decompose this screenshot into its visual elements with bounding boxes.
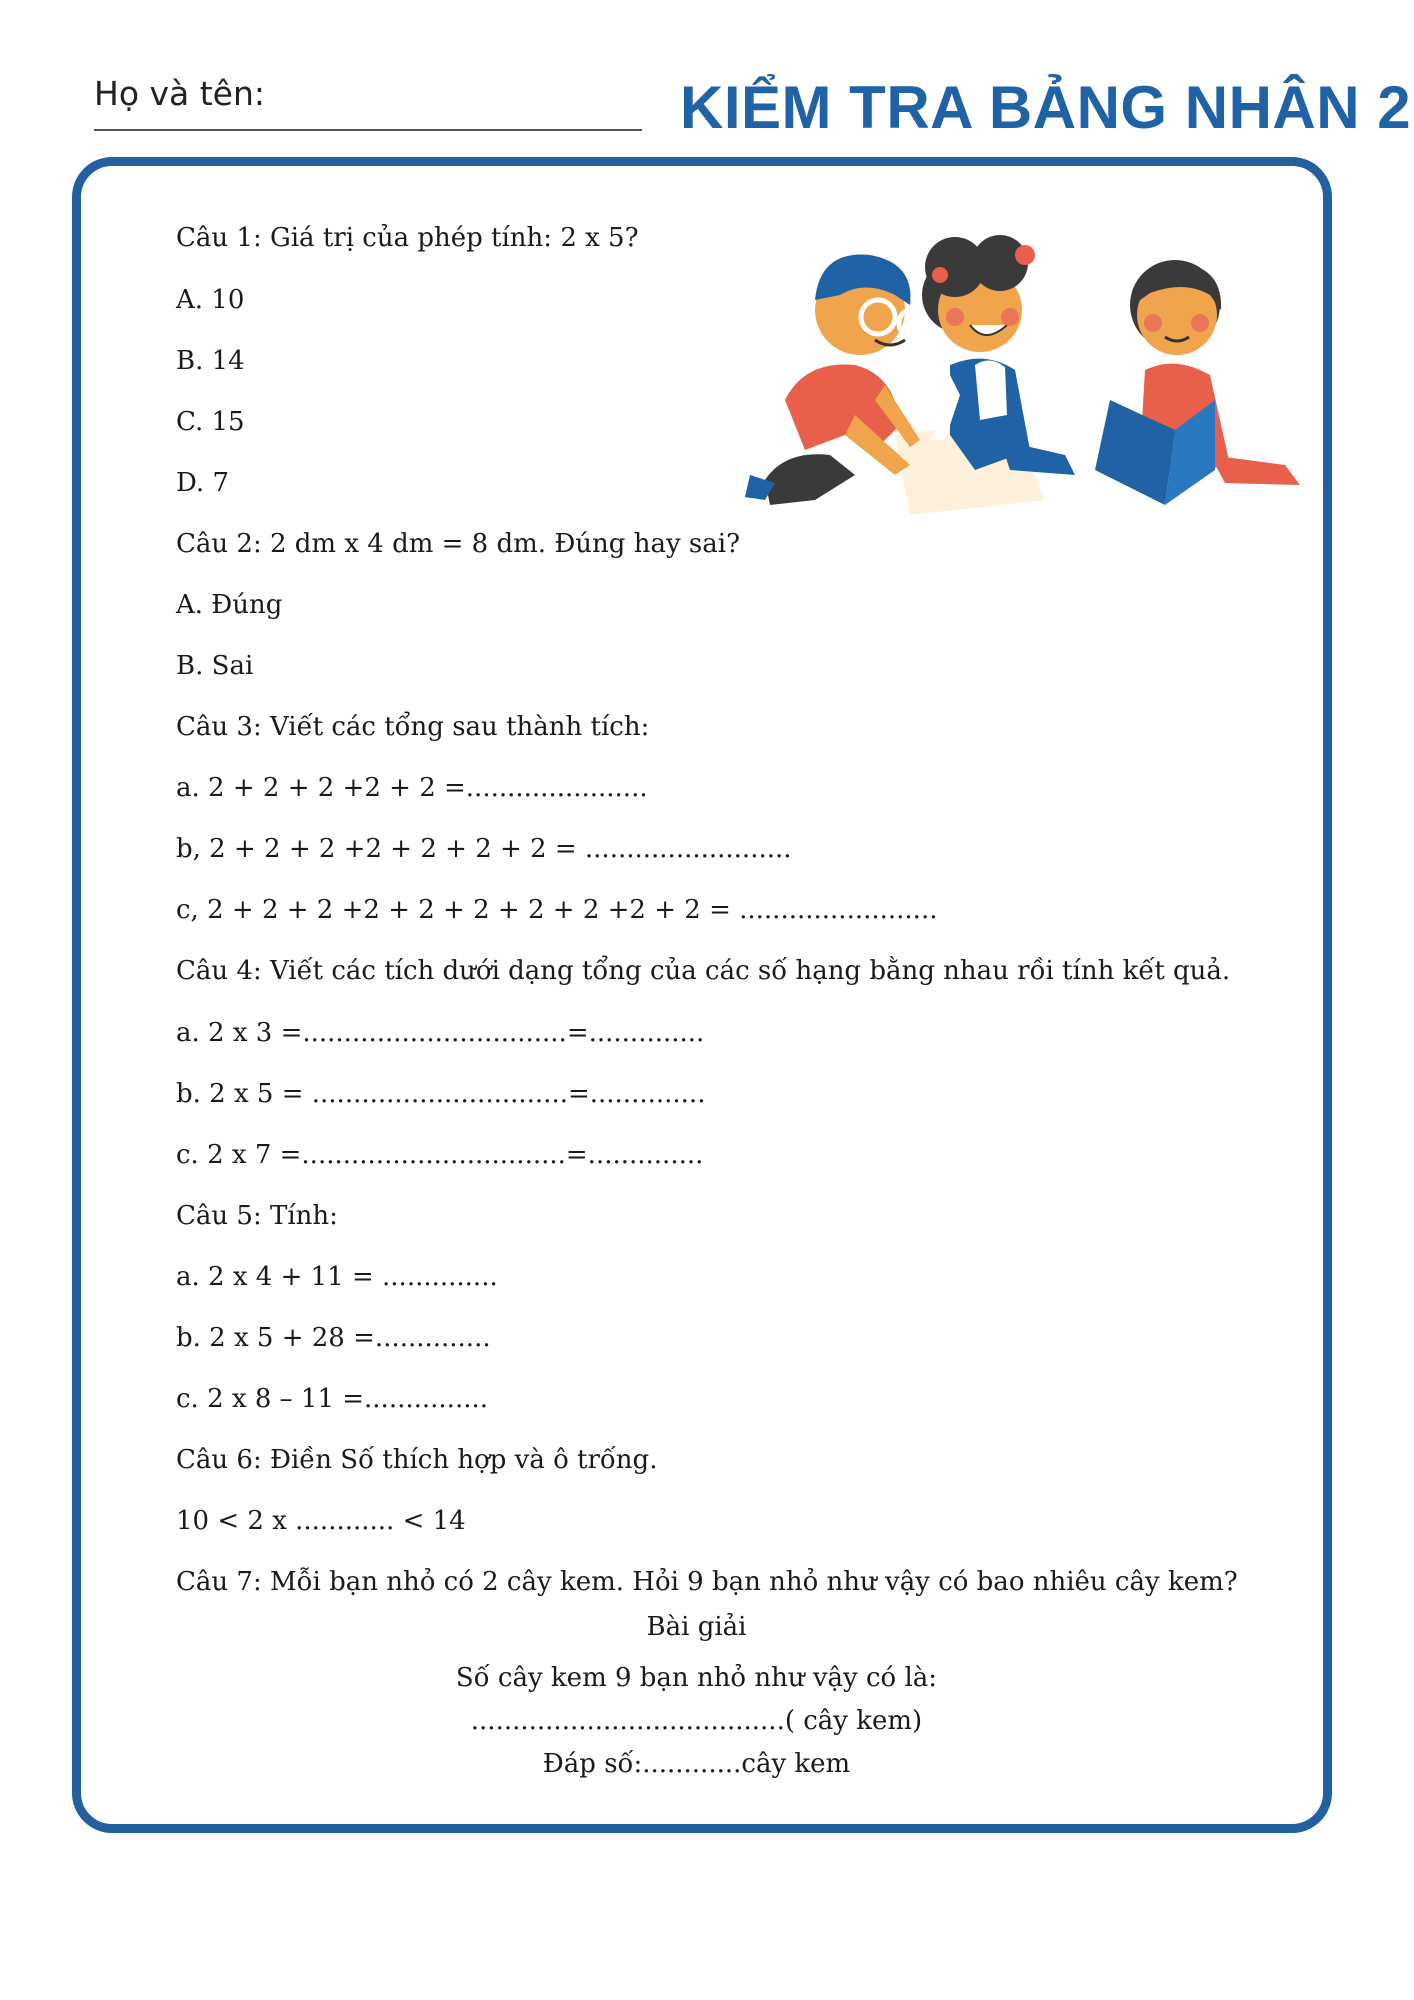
solution-title: Bài giải <box>646 1612 747 1642</box>
girl-right-figure <box>1095 260 1300 505</box>
solution-answer[interactable]: Đáp số:............cây kem <box>542 1749 851 1779</box>
name-label: Họ và tên: <box>94 74 266 113</box>
name-input-line[interactable] <box>94 129 642 131</box>
question-6-blank[interactable]: 10 < 2 x ............ < 14 <box>176 1506 466 1536</box>
boy-figure <box>745 255 927 505</box>
question-6-text: Câu 6: Điền Số thích hợp và ô trống. <box>176 1445 658 1475</box>
question-4-item-a[interactable]: a. 2 x 3 =................................=.............. <box>176 1018 705 1048</box>
question-1-option-c[interactable]: C. 15 <box>176 407 245 437</box>
question-2-option-a[interactable]: A. Đúng <box>176 590 283 620</box>
solution-line-1: Số cây kem 9 bạn nhỏ như vậy có là: <box>455 1663 938 1693</box>
question-5-item-b[interactable]: b. 2 x 5 + 28 =.............. <box>176 1323 491 1353</box>
question-5-item-c[interactable]: c. 2 x 8 – 11 =............... <box>176 1384 488 1414</box>
question-2-text: Câu 2: 2 dm x 4 dm = 8 dm. Đúng hay sai? <box>176 529 741 559</box>
question-3-item-a[interactable]: a. 2 + 2 + 2 +2 + 2 =...................... <box>176 773 648 803</box>
girl-middle-figure <box>922 235 1075 475</box>
question-3-text: Câu 3: Viết các tổng sau thành tích: <box>176 712 650 742</box>
question-2-option-b[interactable]: B. Sai <box>176 651 254 681</box>
solution-line-2[interactable]: ......................................( cây kem) <box>470 1706 923 1736</box>
question-3-item-c[interactable]: c, 2 + 2 + 2 +2 + 2 + 2 + 2 + 2 +2 + 2 = ........................ <box>176 895 938 925</box>
question-1-option-d[interactable]: D. 7 <box>176 468 229 498</box>
question-3-item-b[interactable]: b, 2 + 2 + 2 +2 + 2 + 2 + 2 = ......................... <box>176 834 792 864</box>
question-4-item-c[interactable]: c. 2 x 7 =................................=.............. <box>176 1140 704 1170</box>
question-5-text: Câu 5: Tính: <box>176 1201 338 1231</box>
question-1-option-a[interactable]: A. 10 <box>176 285 245 315</box>
question-4-text: Câu 4: Viết các tích dưới dạng tổng của các số hạng bằng nhau rồi tính kết quả. <box>176 956 1231 986</box>
question-5-item-a[interactable]: a. 2 x 4 + 11 = .............. <box>176 1262 498 1292</box>
question-7-text: Câu 7: Mỗi bạn nhỏ có 2 cây kem. Hỏi 9 bạn nhỏ như vậy có bao nhiêu cây kem? <box>176 1567 1238 1597</box>
worksheet-title: KIỂM TRA BẢNG NHÂN 2 <box>680 74 1412 141</box>
question-4-item-b[interactable]: b. 2 x 5 = ...............................=.............. <box>176 1079 706 1109</box>
question-1-text: Câu 1: Giá trị của phép tính: 2 x 5? <box>176 223 639 253</box>
children-reading-illustration <box>745 225 1315 530</box>
question-1-option-b[interactable]: B. 14 <box>176 346 245 376</box>
